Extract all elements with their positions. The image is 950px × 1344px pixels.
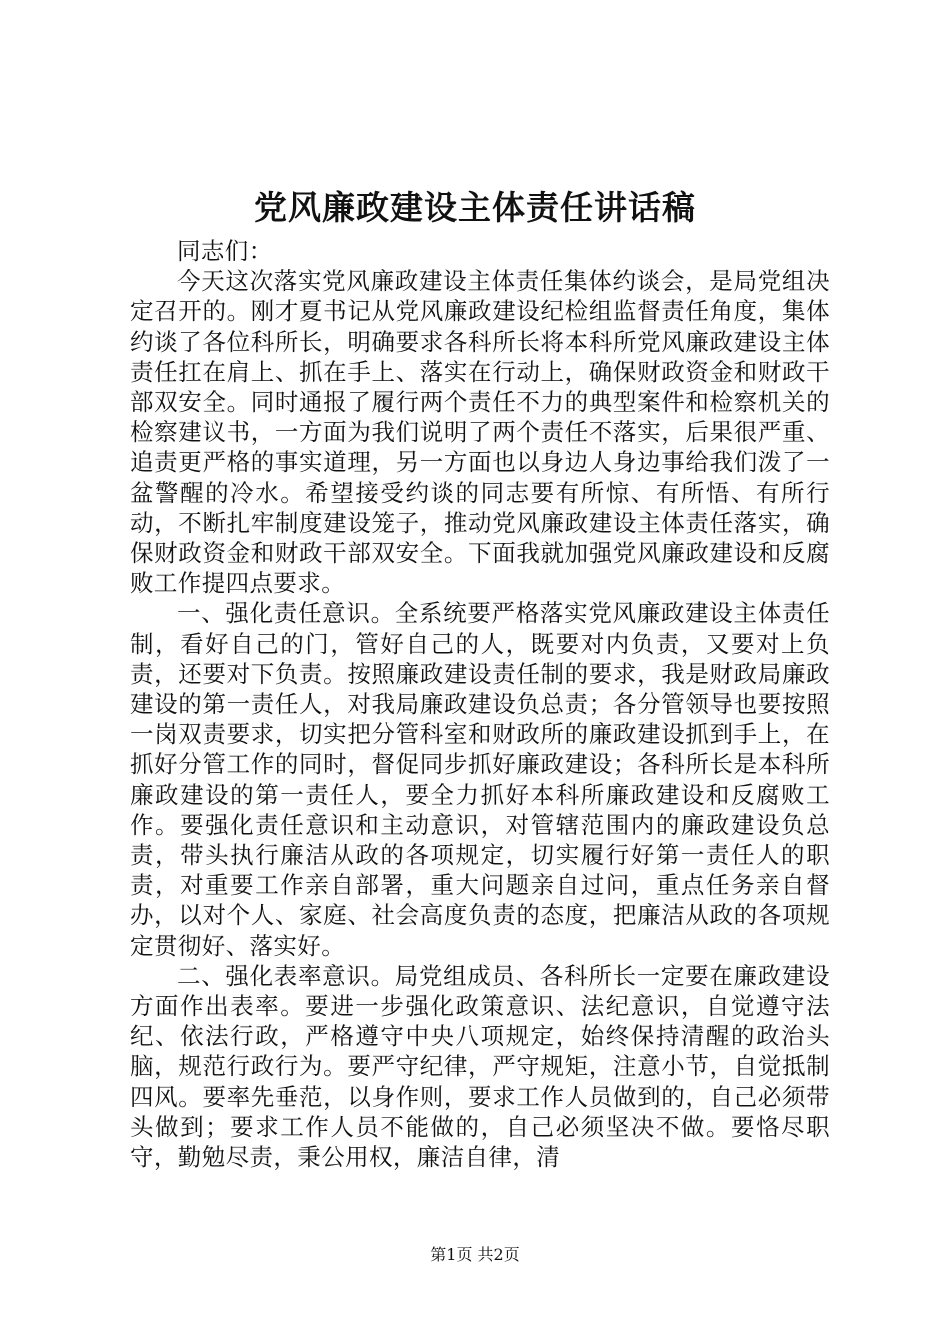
paragraph-point-two: 二、强化表率意识。局党组成员、各科所长一定要在廉政建设方面作出表率。要进一步强化政策意识、法纪意识，自觉遵守法纪、依法行政，严格遵守中央八项规定，始终保持清醒的政治头脑，规范行政行为。要严守纪律，严守规矩，注意小节，自觉抵制四风。要率先垂范，以身作则，要求工作人员做到的，自己必须带头做到；要求工作人员不能做的，自己必须坚决不做。要恪尽职守，勤勉尽责，秉公用权，廉洁自律，清 (130, 961, 830, 1172)
paragraph-intro: 今天这次落实党风廉政建设主体责任集体约谈会，是局党组决定召开的。刚才夏书记从党风廉政建设纪检组监督责任角度，集体约谈了各位科所长，明确要求各科所长将本科所党风廉政建设主体责任扛在肩上、抓在手上、落实在行动上，确保财政资金和财政干部双安全。同时通报了履行两个责任不力的典型案件和检察机关的检察建议书，一方面为我们说明了两个责任不落实，后果很严重、追责更严格的事实道理，另一方面也以身边人身边事给我们泼了一盆警醒的冷水。希望接受约谈的同志要有所惊、有所悟、有所行动，不断扎牢制度建设笼子，推动党风廉政建设主体责任落实，确保财政资金和财政干部双安全。下面我就加强党风廉政建设和反腐败工作提四点要求。 (130, 267, 830, 598)
document-title: 党风廉政建设主体责任讲话稿 (254, 188, 696, 227)
paragraph-point-one: 一、强化责任意识。全系统要严格落实党风廉政建设主体责任制，看好自己的门，管好自己的人，既要对内负责，又要对上负责，还要对下负责。按照廉政建设责任制的要求，我是财政局廉政建设的第一责任人，对我局廉政建设负总责；各分管领导也要按照一岗双责要求，切实把分管科室和财政所的廉政建设抓到手上，在抓好分管工作的同时，督促同步抓好廉政建设；各科所长是本科所廉政建设的第一责任人，要全力抓好本科所廉政建设和反腐败工作。要强化责任意识和主动意识，对管辖范围内的廉政建设负总责，带头执行廉洁从政的各项规定，切实履行好第一责任人的职责，对重要工作亲自部署，重大问题亲自过问，重点任务亲自督办，以对个人、家庭、社会高度负责的态度，把廉洁从政的各项规定贯彻好、落实好。 (130, 599, 830, 960)
salutation: 同志们： (177, 237, 273, 265)
document-body (130, 236, 830, 1172)
page-footer: 第1页 共2页 (430, 1245, 520, 1264)
